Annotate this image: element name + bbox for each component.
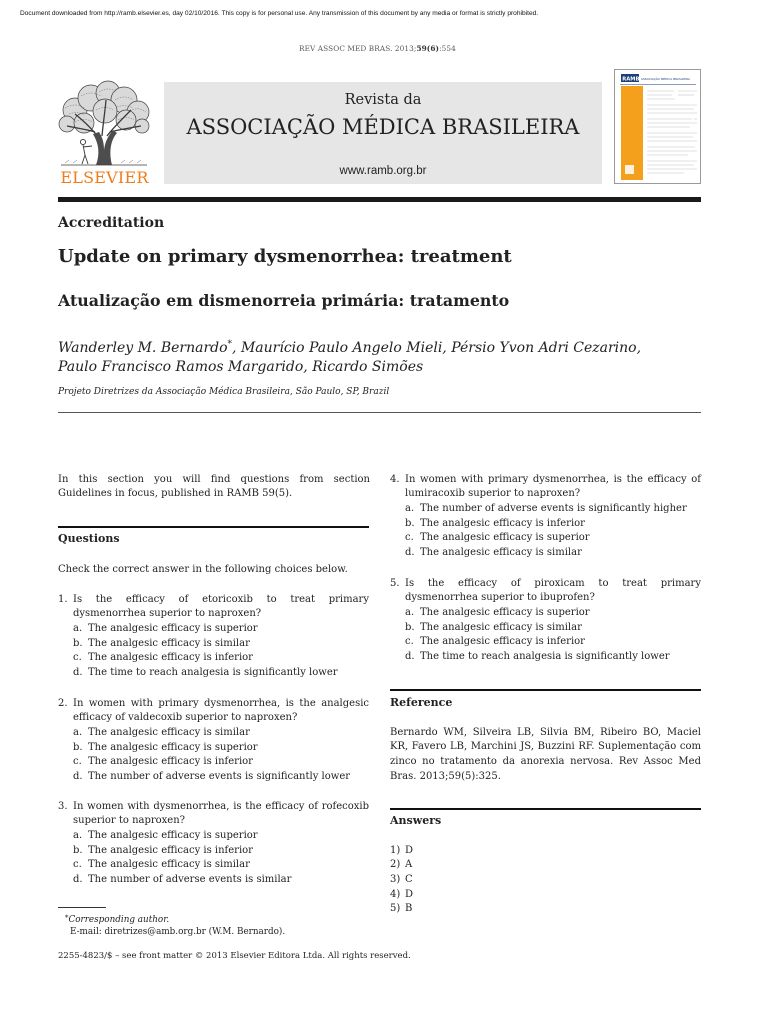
answers-heading: Answers (390, 814, 442, 827)
option-text: The analgesic efficacy is similar (88, 637, 250, 649)
option-letter: a. (405, 607, 415, 618)
question-text: In women with primary dysmenorrhea, is the efficacy of lumiracoxib superior to naproxen? (405, 473, 701, 500)
option-c (73, 651, 369, 666)
option-text: The analgesic efficacy is similar (420, 547, 582, 559)
option-b (73, 741, 369, 756)
journal-url-link[interactable]: www.ramb.org.br (339, 165, 427, 177)
option-letter: d. (73, 874, 83, 886)
option-letter: a. (73, 623, 83, 634)
answer-letter: B (405, 903, 413, 915)
option-letter: b. (73, 741, 83, 753)
option-text: The analgesic efficacy is superior (420, 532, 590, 544)
question-5 (390, 577, 701, 665)
option-text: The number of adverse events is significantly higher (420, 503, 687, 514)
option-letter: c. (405, 532, 414, 544)
answer-letter: D (405, 888, 414, 900)
option-d (73, 873, 369, 888)
footnote (65, 912, 285, 938)
question-4 (390, 473, 701, 561)
question-3 (58, 800, 369, 888)
question-1 (58, 593, 369, 681)
option-text: The analgesic efficacy is inferior (420, 517, 585, 529)
option-text: The analgesic efficacy is superior (420, 607, 590, 618)
option-text: The analgesic efficacy is similar (88, 859, 250, 871)
option-text: The analgesic efficacy is inferior (420, 636, 585, 648)
question-number: 2. (58, 697, 68, 709)
option-letter: b. (73, 844, 83, 856)
reference-rule (390, 689, 701, 691)
question-text: Is the efficacy of piroxicam to treat primary dysmenorrhea superior to ibuprofen? (405, 577, 701, 604)
option-b (405, 621, 701, 636)
option-c (405, 635, 701, 650)
download-notice: Document downloaded from http://ramb.elsevier.es, day 02/10/2016. This copy is for personal use. Any transmission of this document by any media or format is strictly prohibited. (20, 10, 539, 17)
option-text: The analgesic efficacy is superior (88, 623, 258, 634)
answer-letter: A (405, 859, 413, 871)
question-number: 4. (390, 473, 400, 485)
option-text: The time to reach analgesia is significantly lower (420, 651, 670, 663)
masthead-kicker: Revista da (344, 92, 422, 108)
option-d (73, 666, 369, 681)
running-head (299, 44, 456, 54)
option-text: The time to reach analgesia is significantly lower (88, 667, 338, 679)
running-head-page: :554 (439, 44, 456, 53)
answer-number: 3) (390, 874, 401, 885)
author-line-1 (58, 339, 641, 358)
option-text: The analgesic efficacy is similar (88, 727, 250, 738)
option-b (405, 517, 701, 532)
option-letter: b. (405, 517, 415, 529)
option-letter: d. (73, 771, 83, 783)
option-b (73, 844, 369, 859)
running-head-issue: 59(6) (416, 44, 440, 53)
footnote-label: Corresponding author. (68, 915, 170, 925)
answer-letter: D (405, 844, 414, 856)
journal-cover-thumbnail (614, 69, 701, 184)
option-text: The analgesic efficacy is inferior (88, 652, 253, 664)
option-d (405, 650, 701, 665)
option-letter: b. (405, 621, 415, 633)
answer-item (390, 902, 510, 917)
option-letter: d. (73, 667, 83, 679)
option-text: The analgesic efficacy is inferior (88, 844, 253, 856)
option-letter: a. (73, 727, 83, 738)
option-a (405, 606, 701, 621)
question-text: In women with dysmenorrhea, is the efficacy of rofecoxib superior to naproxen? (73, 800, 369, 827)
option-letter: d. (405, 547, 415, 559)
option-letter: a. (405, 503, 415, 514)
question-text: Is the efficacy of etoricoxib to treat primary dysmenorrhea superior to naproxen? (73, 593, 369, 620)
header-rule (58, 197, 701, 202)
option-text: The analgesic efficacy is superior (88, 830, 258, 841)
footnote-mark: * (65, 914, 69, 922)
elsevier-wordmark: ELSEVIER (60, 168, 149, 187)
cover-logo: RAMB (622, 76, 640, 83)
answer-item (390, 873, 510, 888)
question-number: 5. (390, 577, 400, 589)
option-b (73, 637, 369, 652)
question-2 (58, 697, 369, 785)
option-d (73, 770, 369, 785)
questions-heading: Questions (58, 532, 120, 545)
option-text: The analgesic efficacy is similar (420, 621, 582, 633)
answer-letter: C (405, 874, 413, 885)
affiliation: Projeto Diretrizes da Associação Médica Brasileira, São Paulo, SP, Brazil (58, 387, 390, 397)
copyright-line: 2255-4823/$ – see front matter © 2013 Elsevier Editora Ltda. All rights reserved. (58, 951, 411, 961)
answer-item (390, 888, 510, 903)
answer-item (390, 844, 510, 859)
reference-heading: Reference (390, 696, 453, 709)
corresponding-email-link[interactable]: E-mail: diretrizes@amb.org.br (W.M. Bernardo). (70, 927, 286, 937)
article-title: Update on primary dysmenorrhea: treatment (58, 246, 512, 267)
author-corresponding: Wanderley M. Bernardo (58, 339, 228, 356)
option-letter: a. (73, 830, 83, 841)
option-d (405, 546, 701, 561)
answer-number: 1) (390, 844, 401, 856)
question-number: 1. (58, 593, 68, 605)
footnote-corresponding (65, 912, 285, 926)
author-line-1-rest: , Maurício Paulo Angelo Mieli, Pérsio Yvon Adri Cezarino, (232, 339, 642, 356)
questions-rule (58, 526, 369, 528)
answer-number: 4) (390, 888, 401, 900)
option-c (73, 858, 369, 873)
question-text: In women with primary dysmenorrhea, is the analgesic efficacy of valdecoxib superior to naproxen? (73, 697, 369, 724)
option-letter: b. (73, 637, 83, 649)
cover-title: ASSOCIAÇÃO MÉDICA BRASILEIRA (641, 77, 690, 81)
journal-masthead (164, 82, 602, 184)
answer-item (390, 858, 510, 873)
option-c (405, 531, 701, 546)
option-text: The analgesic efficacy is inferior (88, 756, 253, 768)
elsevier-tree-icon (55, 80, 152, 168)
article-title-translation: Atualização em dismenorreia primária: tratamento (58, 291, 510, 310)
reference-text: Bernardo WM, Silveira LB, Silvia BM, Ribeiro BO, Maciel KR, Favero LB, Marchini JS, Buzzini RF. Suplementação com zinco no tratamento da anorexia nervosa. Rev Assoc Med Bras. 2013;59(5):325. (390, 726, 701, 782)
article-section-label: Accreditation (58, 215, 165, 231)
author-line-2: Paulo Francisco Ramos Margarido, Ricardo Simões (58, 358, 424, 375)
option-letter: c. (73, 756, 82, 768)
option-letter: d. (405, 651, 415, 663)
option-text: The number of adverse events is similar (88, 874, 292, 886)
option-a (73, 829, 369, 844)
answer-list (390, 844, 510, 918)
intro-paragraph: In this section you will find questions from section Guidelines in focus, published in RAMB 59(5). (58, 473, 370, 500)
option-letter: c. (73, 859, 82, 871)
option-a (73, 726, 369, 741)
option-c (73, 755, 369, 770)
answer-number: 2) (390, 859, 401, 871)
option-text: The number of adverse events is significantly lower (88, 771, 351, 783)
option-letter: c. (73, 652, 82, 664)
option-text: The analgesic efficacy is superior (88, 741, 258, 753)
masthead-title: ASSOCIAÇÃO MÉDICA BRASILEIRA (186, 115, 580, 139)
option-a (405, 502, 701, 517)
question-number: 3. (58, 800, 68, 812)
footnote-rule (58, 907, 106, 908)
answer-number: 5) (390, 903, 401, 915)
author-list (58, 339, 641, 377)
questions-instruction: Check the correct answer in the following choices below. (58, 563, 348, 575)
divider (58, 412, 701, 413)
option-a (73, 622, 369, 637)
answers-rule (390, 808, 701, 810)
running-head-journal: REV ASSOC MED BRAS. 2013; (299, 44, 417, 53)
corresponding-mark: * (227, 338, 233, 349)
option-letter: c. (405, 636, 414, 648)
